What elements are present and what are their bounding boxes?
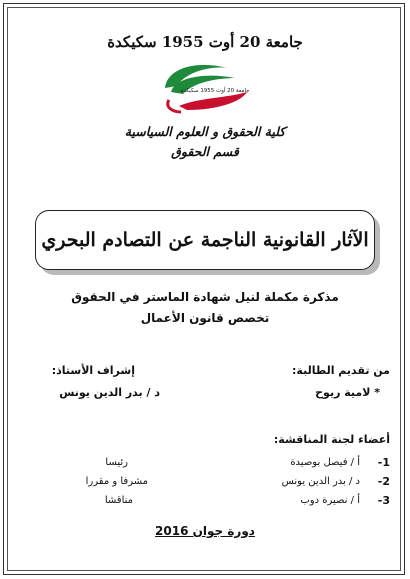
committee-num-1: 1- <box>377 456 390 469</box>
faculty-name: كلية الحقوق و العلوم السياسية <box>124 124 286 139</box>
department-name: قسم الحقوق <box>171 144 239 159</box>
committee-name-3: أ / نصيرة دوب <box>300 495 360 506</box>
committee-num-3: 3- <box>377 494 390 507</box>
committee-name-1: أ / فيصل بوصيدة <box>290 457 360 468</box>
committee-num-2: 2- <box>377 475 390 488</box>
committee-role-2: مشرفا و مقررا <box>85 476 148 487</box>
university-logo <box>157 58 253 114</box>
university-name: جامعة 20 أوت 1955 سكيكدة <box>107 33 303 51</box>
supervisor-label: إشراف الأستاذ: <box>51 364 135 377</box>
student-name: * لامية ريوح <box>315 386 380 399</box>
committee-role-3: مناقشا <box>104 495 133 506</box>
session-year: دورة جوان 2016 <box>155 524 255 538</box>
student-label: من تقديم الطالبة: <box>292 364 390 377</box>
committee-name-2: د / بدر الدين يونس <box>281 476 360 487</box>
degree-statement: مذكرة مكملة لنيل شهادة الماستر في الحقوق <box>71 290 339 304</box>
supervisor-name: د / بدر الدين يونس <box>59 386 160 399</box>
logo-text: جامعة 20 أوت 1955 سكيكدة <box>180 88 250 94</box>
committee-label: أعضاء لجنة المناقشة: <box>273 433 390 446</box>
thesis-title: الآثار القانونية الناجمة عن التصادم البحري <box>35 210 375 270</box>
committee-role-1: رئيسا <box>105 457 128 468</box>
specialization: تخصص قانون الأعمال <box>140 311 270 325</box>
